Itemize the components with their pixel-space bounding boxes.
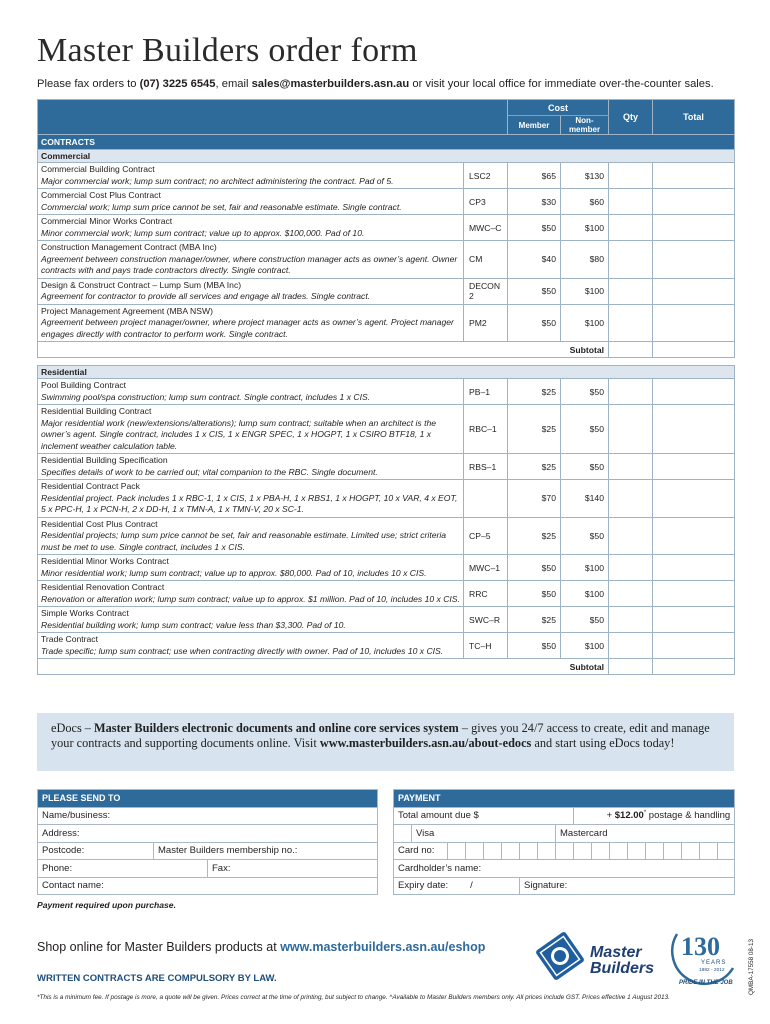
badge-dates: 1882 - 2012 [699, 968, 725, 973]
total-header: Total [653, 100, 735, 135]
product-code: LSC2 [464, 163, 508, 189]
member-price: $50 [508, 633, 561, 659]
product-name: Commercial Building Contract [41, 164, 155, 174]
nonmember-price: $50 [561, 607, 609, 633]
line-total-input[interactable] [653, 215, 735, 241]
product-code: CP3 [464, 189, 508, 215]
product-description [38, 607, 464, 633]
member-price: $25 [508, 607, 561, 633]
total-due-field[interactable]: Total amount due $ [394, 807, 574, 825]
line-total-input[interactable] [653, 163, 735, 189]
product-name: Residential Contract Pack [41, 481, 140, 491]
card-digit-box[interactable] [646, 842, 664, 860]
commercial-label: Commercial [38, 150, 735, 163]
line-total-input[interactable] [653, 581, 735, 607]
product-code: RBS–1 [464, 454, 508, 480]
member-price: $65 [508, 163, 561, 189]
member-header: Member [508, 116, 561, 135]
product-detail: Agreement between project manager/owner, where project manager acts as owner’s agent. Project manager engages directly with contractor to perform work. Single contract. [41, 317, 454, 339]
product-description [38, 555, 464, 581]
shop-online: Shop online for Master Builders products at www.masterbuilders.asn.au/eshop [37, 940, 486, 954]
member-price: $70 [508, 480, 561, 518]
qty-input[interactable] [609, 581, 653, 607]
line-total-input[interactable] [653, 241, 735, 279]
residential-subtotal-row [38, 659, 735, 675]
commercial-subtotal-row [38, 342, 735, 358]
member-price: $50 [508, 278, 561, 304]
product-row [38, 215, 735, 241]
product-description [38, 581, 464, 607]
product-row [38, 278, 735, 304]
product-code: CP–5 [464, 517, 508, 555]
cost-header: Cost [508, 100, 609, 116]
product-detail: Agreement between construction manager/owner, where construction manager acts as owner’s agent. Owner contracts with and pays trade contractors directly. Single contract. [41, 253, 458, 275]
edocs-link[interactable]: www.masterbuilders.asn.au/about-edocs [319, 735, 532, 750]
card-digit-box[interactable] [664, 842, 682, 860]
product-name: Commercial Cost Plus Contract [41, 190, 161, 200]
product-name: Residential Renovation Contract [41, 582, 165, 592]
product-name: Commercial Minor Works Contract [41, 216, 173, 226]
document-code: QMBA-17558 08-13 [748, 938, 755, 995]
product-row [38, 517, 735, 555]
line-total-input[interactable] [653, 480, 735, 518]
payment-header: PAYMENT [394, 790, 735, 808]
badge-years: YEARS [701, 960, 727, 966]
card-digit-box[interactable] [700, 842, 718, 860]
member-price: $30 [508, 189, 561, 215]
member-price: $25 [508, 379, 561, 405]
product-description [38, 454, 464, 480]
nonmember-price: $50 [561, 405, 609, 454]
line-total-input[interactable] [653, 379, 735, 405]
card-digit-box[interactable] [574, 842, 592, 860]
qty-input[interactable] [609, 278, 653, 304]
product-row [38, 480, 735, 518]
membership-field[interactable]: Master Builders membership no.: [154, 842, 378, 860]
contact-name-field[interactable]: Contact name: [38, 877, 378, 895]
product-detail: Specifies details of work to be carried out; vital companion to the RBC. Single document. [41, 466, 378, 477]
table-header [38, 100, 735, 116]
product-description [38, 163, 464, 189]
card-digit-box[interactable] [718, 842, 735, 860]
fax-instructions: Please fax orders to (07) 3225 6545, email sales@masterbuilders.asn.au or visit your local office for immediate over-the-counter sales. [37, 78, 714, 90]
product-name: Simple Works Contract [41, 608, 129, 618]
product-description [38, 278, 464, 304]
product-name: Trade Contract [41, 634, 98, 644]
nonmember-price: $100 [561, 215, 609, 241]
logo-wordmark: Master Builders [590, 944, 655, 977]
qty-header: Qty [609, 100, 653, 135]
edocs-promo: eDocs – Master Builders electronic documents and online core services system – gives you 24/7 access to create, edit and manage your contracts and supporting documents online. Visit www.masterbuilders.asn.au/about-edocs and start using eDocs today! [37, 713, 734, 771]
product-detail: Swimming pool/spa construction; lump sum contract. Single contract, includes 1 x CIS. [41, 391, 371, 402]
product-detail: Residential project. Pack includes 1 x RBC-1, 1 x CIS, 1 x PBA-H, 1 x RBS1, 1 x HOGPT, 10 x VAR, 4 x EOT, 5 x PPC-H, 1 x PCN-H, 2 x DD-H, 1 x TMN-A, 1 x TMN-V, 20 x SC-1. [41, 492, 458, 514]
subtotal-qty[interactable] [609, 342, 653, 358]
line-total-input[interactable] [653, 633, 735, 659]
product-code: PM2 [464, 304, 508, 342]
fax-field[interactable]: Fax: [208, 860, 378, 878]
subtotal-total[interactable] [653, 342, 735, 358]
line-total-input[interactable] [653, 555, 735, 581]
product-detail: Minor residential work; lump sum contract; value up to approx. $80,000. Pad of 10, includes 10 x CIS. [41, 567, 427, 578]
product-row [38, 555, 735, 581]
product-name: Project Management Agreement (MBA NSW) [41, 305, 213, 316]
contracts-section-header [38, 135, 735, 150]
line-total-input[interactable] [653, 454, 735, 480]
qty-input[interactable] [609, 480, 653, 518]
qty-input[interactable] [609, 633, 653, 659]
card-digit-box[interactable] [502, 842, 520, 860]
card-digit-box[interactable] [556, 842, 574, 860]
payment-required-note: Payment required upon purchase. [37, 900, 176, 910]
name-business-field[interactable]: Name/business: [38, 807, 378, 825]
member-price: $25 [508, 454, 561, 480]
product-detail: Major commercial work; lump sum contract; no architect administering the contract. Pad of 5. [41, 175, 394, 186]
member-price: $50 [508, 581, 561, 607]
contracts-label: CONTRACTS [38, 135, 735, 150]
card-digit-box[interactable] [466, 842, 484, 860]
product-name: Residential Building Contract [41, 406, 152, 416]
subtotal-label: Subtotal [38, 342, 609, 358]
eshop-link[interactable]: www.masterbuilders.asn.au/eshop [280, 940, 486, 954]
member-price: $50 [508, 215, 561, 241]
nonmember-price: $100 [561, 555, 609, 581]
product-description [38, 304, 464, 342]
product-row [38, 607, 735, 633]
nonmember-price: $50 [561, 517, 609, 555]
sales-email[interactable]: sales@masterbuilders.asn.au [251, 78, 410, 90]
nonmember-price: $130 [561, 163, 609, 189]
visa-checkbox[interactable] [394, 825, 412, 843]
product-name: Residential Minor Works Contract [41, 556, 169, 566]
subtotal-qty[interactable] [609, 659, 653, 675]
product-detail: Residential projects; lump sum price cannot be set, fair and reasonable estimate. Limited use; strict criteria must be met to use. Single contract, includes 1 x CIS. [41, 530, 447, 552]
product-code: TC–H [464, 633, 508, 659]
member-price: $40 [508, 241, 561, 279]
product-code: MWC–C [464, 215, 508, 241]
product-description [38, 517, 464, 555]
product-code: RRC [464, 581, 508, 607]
qty-input[interactable] [609, 189, 653, 215]
qty-input[interactable] [609, 607, 653, 633]
product-row [38, 241, 735, 279]
nonmember-price: $60 [561, 189, 609, 215]
order-table [37, 99, 735, 675]
residential-label: Residential [38, 366, 735, 379]
qty-input[interactable] [609, 163, 653, 189]
product-row [38, 454, 735, 480]
qty-input[interactable] [609, 405, 653, 454]
product-name: Pool Building Contract [41, 380, 127, 390]
product-description [38, 379, 464, 405]
commercial-section-header [38, 150, 735, 163]
subtotal-label: Subtotal [38, 659, 609, 675]
product-row [38, 304, 735, 342]
nonmember-price: $100 [561, 581, 609, 607]
nonmember-header: Non-member [561, 116, 609, 135]
send-to-header: PLEASE SEND TO [38, 790, 378, 808]
product-row [38, 581, 735, 607]
product-description [38, 215, 464, 241]
member-price: $25 [508, 517, 561, 555]
card-digit-box[interactable] [610, 842, 628, 860]
expiry-field[interactable]: Expiry date: / [394, 877, 520, 895]
subtotal-total[interactable] [653, 659, 735, 675]
member-price: $50 [508, 304, 561, 342]
qty-input[interactable] [609, 379, 653, 405]
qty-input[interactable] [609, 304, 653, 342]
payment-form [393, 789, 735, 895]
product-row [38, 379, 735, 405]
product-description [38, 405, 464, 454]
product-description [38, 633, 464, 659]
card-digit-box[interactable] [520, 842, 538, 860]
qty-input[interactable] [609, 517, 653, 555]
card-digit-box[interactable] [592, 842, 610, 860]
badge-pride: PRIDE IN THE JOB [679, 980, 733, 986]
product-row [38, 405, 735, 454]
page-title: Master Builders order form [37, 32, 418, 69]
product-detail: Minor commercial work; lump sum contract; value up to approx. $100,000. Pad of 10. [41, 227, 365, 238]
product-description [38, 480, 464, 518]
card-digit-box[interactable] [682, 842, 700, 860]
qty-input[interactable] [609, 215, 653, 241]
badge-number: 130 [681, 932, 720, 961]
product-name: Design & Construct Contract – Lump Sum (MBA Inc) [41, 279, 242, 290]
residential-section-header [38, 366, 735, 379]
qty-input[interactable] [609, 454, 653, 480]
product-detail: Residential building work; lump sum contract; value less than $3,300. Pad of 10. [41, 619, 346, 630]
nonmember-price: $50 [561, 454, 609, 480]
product-code: RBC–1 [464, 405, 508, 454]
product-name: Construction Management Contract (MBA Inc) [41, 242, 217, 252]
line-total-input[interactable] [653, 405, 735, 454]
product-row [38, 633, 735, 659]
nonmember-price: $140 [561, 480, 609, 518]
nonmember-price: $80 [561, 241, 609, 279]
product-name: Residential Cost Plus Contract [41, 518, 158, 529]
product-detail: Major residential work (new/extensions/alterations); lump sum contract; suitable when an architect is the owner’s agent. Single contract, includes 1 x CIS, 1 x ENGR SPEC, 1 x HOGPT, 1 x CSIRO BTF18, 1 x inclement weather calculation table. [41, 417, 437, 451]
line-total-input[interactable] [653, 278, 735, 304]
qty-input[interactable] [609, 555, 653, 581]
nonmember-price: $100 [561, 633, 609, 659]
product-code: MWC–1 [464, 555, 508, 581]
line-total-input[interactable] [653, 304, 735, 342]
product-row [38, 163, 735, 189]
line-total-input[interactable] [653, 607, 735, 633]
member-price: $25 [508, 405, 561, 454]
product-code: PB–1 [464, 379, 508, 405]
product-code: CM [464, 241, 508, 279]
product-detail: Agreement for contractor to provide all services and engage all trades. Single contract. [41, 291, 371, 301]
card-digit-box[interactable] [448, 842, 466, 860]
product-name: Residential Building Specification [41, 455, 168, 465]
product-row [38, 189, 735, 215]
nonmember-price: $100 [561, 278, 609, 304]
product-detail: Commercial work; lump sum price cannot be set, fair and reasonable estimate. Single contract. [41, 201, 402, 212]
card-digit-box[interactable] [628, 842, 646, 860]
send-to-form [37, 789, 378, 895]
fax-number: (07) 3225 6545 [139, 78, 216, 90]
product-detail: Trade specific; lump sum contract; use when contracting directly with owner. Pad of 10, includes 10 x CIS. [41, 645, 444, 656]
postcode-field[interactable]: Postcode: [38, 842, 154, 860]
visa-label: Visa [412, 825, 556, 843]
written-contracts-notice: WRITTEN CONTRACTS ARE COMPULSORY BY LAW. [37, 973, 277, 984]
cardholder-field[interactable]: Cardholder’s name: [394, 860, 735, 878]
member-price: $50 [508, 555, 561, 581]
postage-note: + $12.00* postage & handling [574, 807, 735, 825]
nonmember-price: $100 [561, 304, 609, 342]
card-no-label: Card no: [394, 842, 448, 860]
product-code: SWC–R [464, 607, 508, 633]
line-total-input[interactable] [653, 517, 735, 555]
product-description [38, 241, 464, 279]
qty-input[interactable] [609, 241, 653, 279]
product-code: DECON 2 [464, 278, 508, 304]
phone-field[interactable]: Phone: [38, 860, 208, 878]
mastercard-option[interactable]: Mastercard [556, 825, 735, 843]
line-total-input[interactable] [653, 189, 735, 215]
product-detail: Renovation or alteration work; lump sum contract; value up to approx. $1 million. Pad of 10, includes 10 x CIS. [41, 593, 460, 604]
address-field[interactable]: Address: [38, 825, 378, 843]
card-digit-box[interactable] [484, 842, 502, 860]
nonmember-price: $50 [561, 379, 609, 405]
footnote: *This is a minimum fee. If postage is more, a quote will be given. Prices correct at the time of printing, but subject to change. ^Available to Master Builders members only. All prices include GST. Prices effective 1 August 2013. [37, 994, 670, 1001]
section-gap [38, 358, 735, 366]
product-description [38, 189, 464, 215]
signature-field[interactable]: Signature: [520, 877, 735, 895]
product-code [464, 480, 508, 518]
card-digit-box[interactable] [538, 842, 556, 860]
